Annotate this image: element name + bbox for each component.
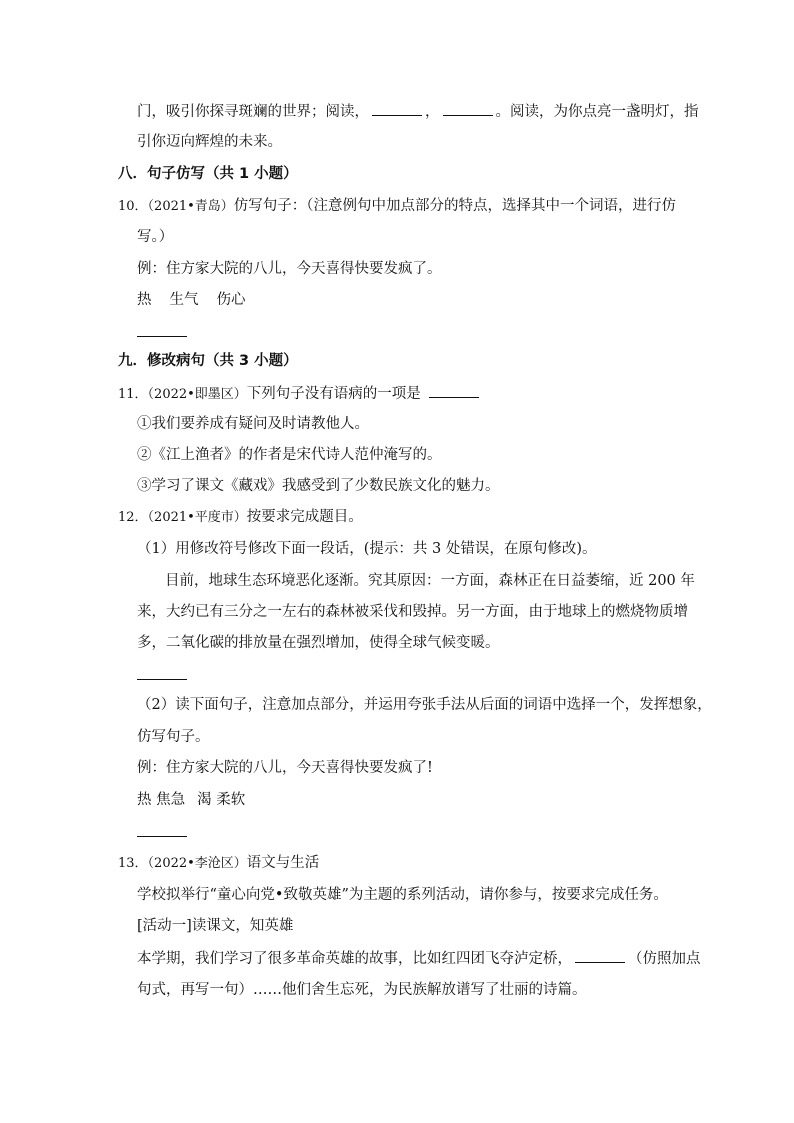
question-12-part-2: （2）读下面句子，注意加点部分，并运用夸张手法从后面的词语中选择一个，发挥想象， [137, 697, 712, 713]
question-number: 11．（2022•即墨区） [118, 387, 247, 402]
answer-blank [372, 101, 422, 116]
question-12-words: 热 焦急 渴 柔软 [137, 792, 246, 808]
intro-line-1: 门，吸引你探寻斑斓的世界；阅读， ， 。阅读，为你点亮一盏明灯，指 [137, 101, 699, 122]
question-10-cont: 写。） [137, 229, 174, 245]
question-13: 13．（2022•李沧区）语文与生活 [118, 855, 320, 871]
question-10-example: 例：住方家大院的八儿，今天喜得快要发疯了。 [137, 261, 442, 277]
question-number: 13．（2022•李沧区） [118, 856, 247, 871]
question-12-part-1: （1）用修改符号修改下面一段话，(提示：共 3 处错误，在原句修改)。 [137, 541, 597, 557]
passage-line-2: 来，大约已有三分之一左右的森林被采伐和毁掉。另一方面，由于地球上的燃烧物质增 [137, 604, 688, 620]
option-3: ③学习了课文《藏戏》我感受到了少数民族文化的魅力。 [137, 478, 500, 494]
answer-blank [443, 101, 493, 116]
passage-line-3: 多，二氧化碳的排放量在强烈增加，使得全球气候变暖。 [137, 635, 500, 651]
question-13-body-2: 句式，再写一句）……他们舍生忘死，为民族解放谱写了壮丽的诗篇。 [137, 982, 587, 998]
question-10: 10．（2021•青岛）仿写句子：（注意例句中加点部分的特点，选择其中一个词语，进行仿 [118, 198, 677, 214]
answer-blank [429, 383, 479, 398]
activity-one: [活动一]读课文，知英雄 [137, 918, 294, 934]
question-13-intro: 学校拟举行“童心向党•致敬英雄”为主题的系列活动，请你参与，按要求完成任务。 [137, 887, 668, 903]
answer-blank [575, 948, 625, 963]
option-1: ①我们要养成有疑问及时请教他人。 [137, 416, 369, 432]
question-13-body-1: 本学期，我们学习了很多革命英雄的故事，比如红四团飞夺泸定桥， （仿照加点 [137, 948, 701, 969]
intro-line-2: 引你迈向辉煌的未来。 [137, 134, 282, 150]
answer-line [137, 336, 187, 337]
question-12-example: 例：住方家大院的八儿，今天喜得快要发疯了! [137, 760, 433, 776]
question-number: 10．（2021•青岛） [118, 199, 234, 214]
answer-line [137, 836, 187, 837]
question-12-part-2-cont: 仿写句子。 [137, 729, 210, 745]
option-2: ②《江上渔者》的作者是宋代诗人范仲淹写的。 [137, 447, 442, 463]
passage-line-1: 目前，地球生态环境恶化逐渐。究其原因：一方面，森林正在日益萎缩，近 200 年 [165, 573, 695, 589]
question-11: 11．（2022•即墨区）下列句子没有语病的一项是 [118, 383, 482, 405]
question-12: 12．（2021•平度市）按要求完成题目。 [118, 509, 363, 525]
question-10-words: 热 生气 伤心 [137, 292, 246, 308]
answer-line [137, 679, 187, 680]
section-heading-9: 九．修改病句（共 3 小题） [118, 353, 298, 369]
question-number: 12．（2021•平度市） [118, 510, 247, 525]
section-heading-8: 八．句子仿写（共 1 小题） [118, 166, 298, 182]
